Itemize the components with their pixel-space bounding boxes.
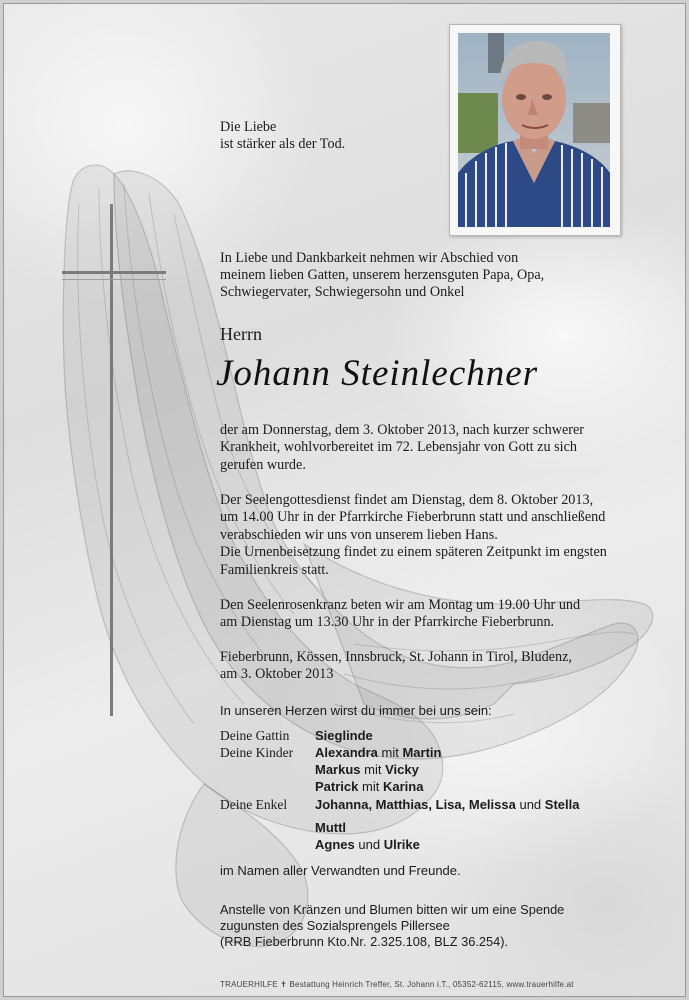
child-mit: mit xyxy=(364,762,382,777)
funeral-home-footer: TRAUERHILFE ✝ Bestattung Heinrich Treffer, St. Johann i.T., 05352-62115, www.trauerhilfe.at xyxy=(220,980,574,989)
cross-bar-shadow xyxy=(62,279,166,280)
wife-name: Sieglinde xyxy=(315,728,373,743)
grandchild-name: Agnes xyxy=(315,837,355,852)
cross-bar xyxy=(62,271,166,274)
intro-text xyxy=(220,250,544,301)
grandchild-name: Ulrike xyxy=(383,837,420,852)
rosary-line: Den Seelenrosenkranz beten wir am Montag um 19.00 Uhr und xyxy=(220,597,581,613)
child-partner: Vicky xyxy=(385,762,419,777)
motto-line: ist stärker als der Tod. xyxy=(220,136,346,152)
death-notice-line: gerufen wurde. xyxy=(220,456,306,473)
donation-line: Anstelle von Kränzen und Blumen bitten wir um eine Spende xyxy=(220,902,565,917)
grandchildren-entry xyxy=(315,797,579,812)
child-mit: mit xyxy=(362,779,380,794)
wife-label: Deine Gattin xyxy=(220,728,290,743)
grandchildren-und: und xyxy=(519,797,542,812)
service-line: verabschieden wir uns von unserem lieben Hans. xyxy=(220,526,498,543)
rosary-info xyxy=(220,597,580,632)
intro-line: meinem lieben Gatten, unserem herzensguten Papa, Opa, xyxy=(220,267,545,283)
grandchildren-last: Stella xyxy=(544,797,580,812)
cross-icon xyxy=(110,204,113,716)
child-name: Markus xyxy=(315,762,361,777)
donation-request xyxy=(220,902,564,950)
child-name: Alexandra xyxy=(315,745,378,760)
obituary-card xyxy=(3,3,686,997)
grandchildren-entry xyxy=(315,837,420,852)
in-hearts-text: In unseren Herzen wirst du immer bei uns sein: xyxy=(220,703,492,718)
service-line: Die Urnenbeisetzung findet zu einem späteren Zeitpunkt im engsten xyxy=(220,544,607,561)
portrait-photo xyxy=(458,33,610,227)
deceased-name: Johann Steinlechner xyxy=(216,353,539,394)
rosary-line: am Dienstag um 13.30 Uhr in der Pfarrkirche Fieberbrunn. xyxy=(220,614,555,631)
children-label: Deine Kinder xyxy=(220,745,294,760)
service-line: um 14.00 Uhr in der Pfarrkirche Fieberbrunn statt und anschließend xyxy=(220,509,606,526)
place-date-line: Fieberbrunn, Kössen, Innsbruck, St. Johann in Tirol, Bludenz, xyxy=(220,649,572,665)
child-entry xyxy=(315,745,441,760)
death-notice xyxy=(220,422,584,474)
child-entry xyxy=(315,762,419,777)
salutation: Herrn xyxy=(220,324,262,344)
death-notice-line: Krankheit, wohlvorbereitet im 72. Lebensjahr von Gott zu sich xyxy=(220,439,577,456)
child-partner: Martin xyxy=(402,745,442,760)
grandchildren-label: Deine Enkel xyxy=(220,797,288,812)
child-partner: Karina xyxy=(382,779,424,794)
motto-line: Die Liebe xyxy=(220,119,277,135)
portrait-frame xyxy=(449,24,621,236)
service-line: Der Seelengottesdienst findet am Dienstag, dem 8. Oktober 2013, xyxy=(220,492,594,508)
child-entry xyxy=(315,779,423,794)
donation-line: zugunsten des Sozialsprengels Pillersee xyxy=(220,918,450,933)
place-date xyxy=(220,649,572,684)
grandchildren-und: und xyxy=(358,837,381,852)
child-mit: mit xyxy=(381,745,399,760)
place-date-line: am 3. Oktober 2013 xyxy=(220,666,334,683)
service-line: Familienkreis statt. xyxy=(220,561,329,578)
closing-text: im Namen aller Verwandten und Freunde. xyxy=(220,863,461,878)
child-name: Patrick xyxy=(315,779,359,794)
grandchildren-names: Johanna, Matthias, Lisa, Melissa xyxy=(315,797,516,812)
intro-line: In Liebe und Dankbarkeit nehmen wir Abschied von xyxy=(220,250,519,266)
service-info xyxy=(220,492,607,579)
grandchildren-entry: Muttl xyxy=(315,820,347,835)
intro-line: Schwiegervater, Schwiegersohn und Onkel xyxy=(220,284,465,300)
death-notice-line: der am Donnerstag, dem 3. Oktober 2013, nach kurzer schwerer xyxy=(220,422,585,438)
donation-line: (RRB Fieberbrunn Kto.Nr. 2.325.108, BLZ 36.254). xyxy=(220,934,509,949)
motto xyxy=(220,119,345,153)
